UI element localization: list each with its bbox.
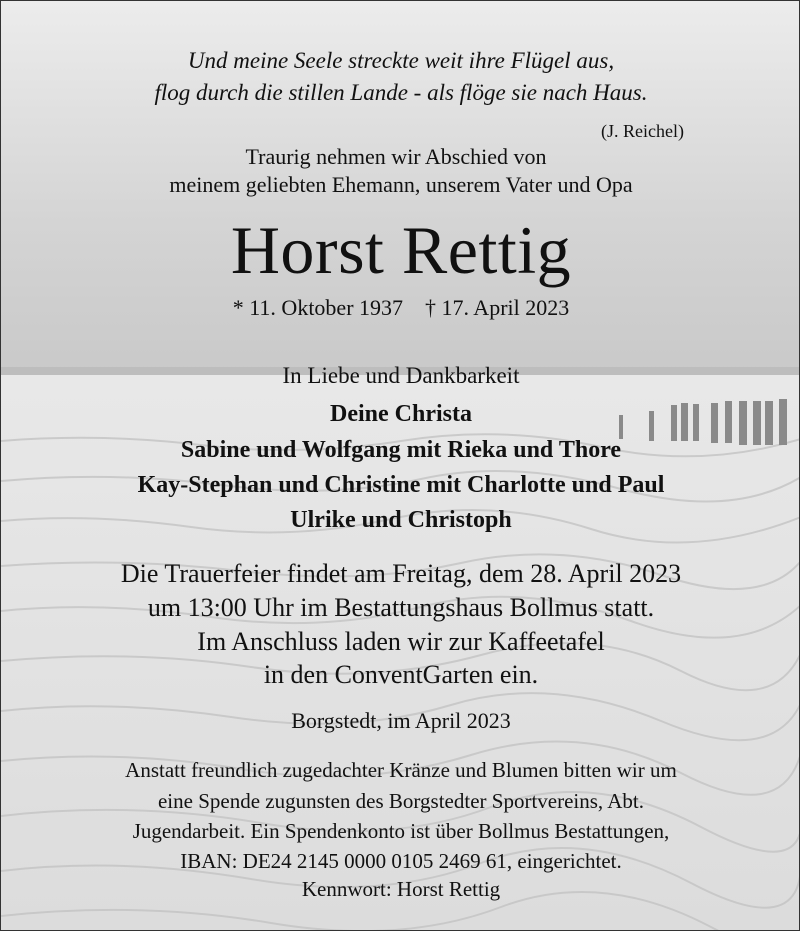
life-dates: * 11. Oktober 1937 † 17. April 2023 (232, 295, 570, 320)
mourners-heading: In Liebe und Dankbarkeit (282, 363, 520, 388)
donation-line: Anstatt freundlich zugedachter Kränze und Blumen bitten wir um (125, 758, 677, 782)
quote-author: (J. Reichel) (601, 121, 684, 141)
ceremony-line: um 13:00 Uhr im Bestattungshaus Bollmus statt. (147, 593, 655, 622)
mourner-name: Ulrike und Christoph (290, 507, 512, 533)
mourner-name: Kay-Stephan und Christine mit Charlotte und Paul (137, 472, 665, 498)
ceremony-line: in den ConventGarten ein. (263, 660, 539, 689)
donation-line: Kennwort: Horst Rettig (301, 877, 501, 901)
donation-line: Jugendarbeit. Ein Spendenkonto ist über Bollmus Bestattungen, (132, 819, 670, 843)
intro-line-1: Traurig nehmen wir Abschied von (245, 144, 547, 169)
mourner-name: Deine Christa (330, 401, 472, 427)
donation-line: eine Spende zugunsten des Borgstedter Sportvereins, Abt. (157, 789, 645, 813)
ceremony-line: Im Anschluss laden wir zur Kaffeetafel (197, 627, 605, 656)
donation-line: IBAN: DE24 2145 0000 0105 2469 61, eingerichtet. (180, 849, 622, 873)
place-and-date: Borgstedt, im April 2023 (291, 708, 511, 733)
mourner-name: Sabine und Wolfgang mit Rieka und Thore (180, 437, 622, 463)
motto-line-2: flog durch die stillen Lande - als flöge sie nach Haus. (154, 80, 648, 105)
ceremony-line: Die Trauerfeier findet am Freitag, dem 28. April 2023 (120, 559, 682, 588)
intro-line-2: meinem geliebten Ehemann, unserem Vater und Opa (169, 172, 633, 197)
deceased-name: Horst Rettig (230, 212, 572, 288)
motto-line-1: Und meine Seele streckte weit ihre Flügel aus, (187, 48, 615, 73)
